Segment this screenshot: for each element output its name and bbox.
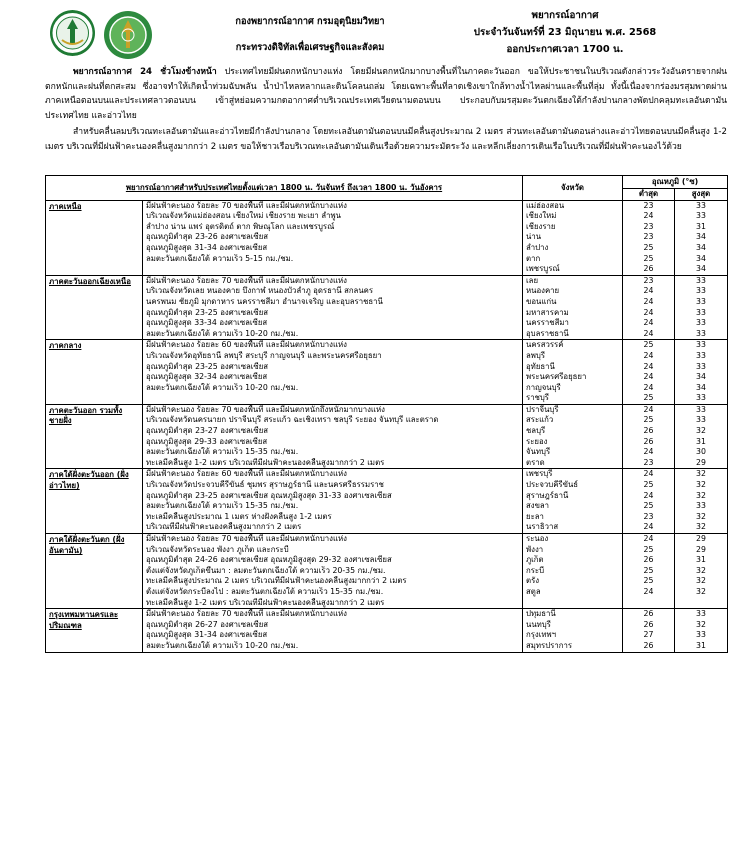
min-temp: 27	[643, 630, 654, 640]
forecast-line: บริเวณจังหวัดอุทัยธานี ลพบุรี สระบุรี กาญจนบุรี และพระนครศรีอยุธยา	[146, 350, 382, 360]
province-column-header: จังหวัด	[523, 176, 623, 201]
max-temp: 34	[696, 242, 706, 252]
min-temp-column	[623, 469, 675, 534]
min-temp: 26	[643, 264, 654, 274]
province-name: ปทุมธานี	[526, 609, 556, 619]
min-temp: 24	[643, 211, 654, 221]
min-temp: 25	[643, 565, 654, 575]
forecast-line: บริเวณจังหวัดเลย หนองคาย บึงกาฬ หนองบัวลำภู อุดรธานี สกลนคร	[146, 286, 374, 296]
max-temp-column	[675, 275, 728, 340]
summary-paragraph-1	[45, 65, 727, 123]
min-temp: 25	[643, 480, 654, 490]
issue-time: ออกประกาศเวลา 1700 น.	[506, 44, 624, 55]
province-name: ภูเก็ต	[526, 555, 544, 565]
region-row	[46, 200, 728, 275]
region-forecast	[143, 534, 523, 609]
province-name-column	[523, 609, 623, 652]
max-temp: 34	[696, 232, 706, 242]
min-temp: 23	[643, 232, 654, 242]
max-temp: 32	[696, 576, 706, 586]
forecast-line: บริเวณจังหวัดระนอง พังงา ภูเก็ต และกระบี่	[146, 544, 289, 554]
max-temp: 29	[696, 457, 706, 467]
province-name: ชลบุรี	[526, 426, 546, 436]
region-forecast	[143, 275, 523, 340]
province-name: น่าน	[526, 232, 542, 242]
max-temp-column	[675, 404, 728, 469]
min-temp: 24	[643, 318, 654, 328]
min-temp: 23	[643, 221, 654, 231]
province-name: ยะลา	[526, 511, 544, 521]
max-temp: 33	[696, 501, 706, 511]
forecast-line: มีฝนฟ้าคะนอง ร้อยละ 70 ของพื้นที่ และมีฝนตกหนักถึงหนักมากบางแห่ง	[146, 404, 385, 414]
min-temp: 24	[643, 490, 654, 500]
max-temp-column	[675, 469, 728, 534]
min-temp: 25	[643, 415, 654, 425]
province-name: ประจวบคีรีขันธ์	[526, 480, 579, 490]
forecast-line: มีฝนฟ้าคะนอง ร้อยละ 70 ของพื้นที่ และมีฝนตกหนักบางแห่ง	[146, 609, 347, 619]
max-temp: 32	[696, 490, 706, 500]
min-temp: 26	[643, 426, 654, 436]
region-name: กรุงเทพมหานครและปริมณฑล	[46, 609, 143, 652]
min-temp-header: ต่ำสุด	[623, 189, 675, 201]
region-row	[46, 404, 728, 469]
max-temp: 33	[696, 200, 706, 210]
province-name: สมุทรปราการ	[526, 640, 573, 650]
forecast-line: บริเวณจังหวัดนครนายก ปราจีนบุรี สระแก้ว ฉะเชิงเทรา ชลบุรี ระยอง จันทบุรี และตราด	[146, 415, 439, 425]
province-name: สตูล	[526, 586, 541, 596]
province-name: แม่ฮ่องสอน	[526, 200, 565, 210]
forecast-line: อุณหภูมิสูงสุด 32-34 องศาเซลเซียส	[146, 372, 268, 382]
province-name: ลพบุรี	[526, 350, 546, 360]
province-name: พระนครศรีอยุธยา	[526, 372, 587, 382]
province-name: กาญจนบุรี	[526, 382, 561, 392]
min-temp: 23	[643, 511, 654, 521]
max-temp-column	[675, 534, 728, 609]
max-temp: 31	[696, 436, 706, 446]
region-name: ภาคตะวันออก รวมทั้งชายฝั่ง	[46, 404, 143, 469]
forecast-column-header: พยากรณ์อากาศสำหรับประเทศไทยตั้งแต่เวลา 1800 น. วันจันทร์ ถึงเวลา 1800 น. วันอังคาร	[46, 176, 523, 201]
province-name: เลย	[526, 275, 539, 285]
forecast-line: บริเวณจังหวัดแม่ฮ่องสอน เชียงใหม่ เชียงราย พะเยา ลำพูน	[146, 211, 341, 221]
max-temp: 34	[696, 264, 706, 274]
max-temp-header: สูงสุด	[675, 189, 728, 201]
forecast-line: ลำปาง น่าน แพร่ อุตรดิตถ์ ตาก พิษณุโลก และเพชรบูรณ์	[146, 221, 335, 231]
forecast-line: มีฝนฟ้าคะนอง ร้อยละ 60 ของพื้นที่ และมีฝนตกหนักบางแห่ง	[146, 469, 347, 479]
max-temp: 33	[696, 404, 706, 414]
min-temp: 24	[643, 447, 654, 457]
summary-paragraph-2: สำหรับคลื่นลมบริเวณทะเลอันดามันและอ่าวไทยมีกำลังปานกลาง โดยทะเลอันดามันตอนบนมีคลื่นสูงประมาณ 2 เมตร ส่วนทะเลอันดามันตอนล่างและอ่าวไทยตอนบนมีคลื่นสูง 1-2 เมตร บริเวณที่มีฝนฟ้าคะนองคลื่นสูงมากกว่า 2 เมตร ขอให้ชาวเรือบริเวณทะเลอันดามันเดินเรือด้วยความระมัดระวัง และหลีกเลี่ยงการเดินเรือในบริเวณที่มีฝนฟ้าคะนองไว้ด้วย	[45, 127, 727, 152]
min-temp: 24	[643, 296, 654, 306]
forecast-line: มีฝนฟ้าคะนอง ร้อยละ 70 ของพื้นที่ และมีฝนตกหนักบางแห่ง	[146, 534, 347, 543]
province-name-column	[523, 340, 623, 405]
province-name-column	[523, 275, 623, 340]
forecast-line: อุณหภูมิต่ำสุด 23-27 องศาเซลเซียส	[146, 426, 269, 436]
forecast-line: อุณหภูมิต่ำสุด 23-25 องศาเซลเซียส	[146, 307, 269, 317]
region-forecast	[143, 469, 523, 534]
max-temp-column	[675, 340, 728, 405]
forecast-line: อุณหภูมิสูงสุด 33-34 องศาเซลเซียส	[146, 318, 268, 328]
forecast-line: มีฝนฟ้าคะนอง ร้อยละ 70 ของพื้นที่ และมีฝนตกหนักบางแห่ง	[146, 200, 347, 210]
province-name: ตรัง	[526, 576, 540, 586]
forecast-line	[146, 264, 519, 275]
province-name: เพชรบุรี	[526, 469, 553, 479]
min-temp: 24	[643, 522, 654, 532]
forecast-line: ทะเลมีคลื่นสูง 1-2 เมตร บริเวณที่มีฝนฟ้าคะนองคลื่นสูงมากกว่า 2 เมตร	[146, 597, 385, 607]
province-name: อุทัยธานี	[526, 361, 555, 371]
max-temp-column	[675, 200, 728, 275]
min-temp: 25	[643, 501, 654, 511]
forecast-line	[146, 393, 519, 404]
forecast-line: อุณหภูมิสูงสุด 31-34 องศาเซลเซียส	[146, 630, 268, 640]
document-title: พยากรณ์อากาศ	[531, 10, 599, 21]
max-temp: 32	[696, 565, 706, 575]
max-temp: 30	[696, 447, 706, 457]
max-temp: 33	[696, 340, 706, 350]
min-temp-column	[623, 340, 675, 405]
forecast-line: อุณหภูมิต่ำสุด 23-25 องศาเซลเซียส อุณหภูมิสูงสุด 31-33 องศาเซลเซียส	[146, 490, 392, 500]
forecast-line: อุณหภูมิต่ำสุด 24-26 องศาเซลเซียส อุณหภูมิสูงสุด 29-32 องศาเซลเซียส	[146, 555, 392, 565]
max-temp: 32	[696, 426, 706, 436]
min-temp	[623, 598, 674, 609]
max-temp	[675, 598, 727, 609]
forecast-line: ลมตะวันตกเฉียงใต้ ความเร็ว 5-15 กม./ชม.	[146, 253, 294, 263]
forecast-line: มีฝนฟ้าคะนอง ร้อยละ 60 ของพื้นที่ และมีฝนตกหนักบางแห่ง	[146, 340, 347, 350]
max-temp: 32	[696, 586, 706, 596]
min-temp: 24	[643, 534, 654, 543]
region-forecast	[143, 404, 523, 469]
province-name: เพชรบูรณ์	[526, 264, 560, 274]
max-temp: 29	[696, 544, 706, 554]
min-temp: 23	[643, 275, 654, 285]
province-name: สงขลา	[526, 501, 550, 511]
min-temp: 26	[643, 609, 654, 619]
forecast-line: ลมตะวันตกเฉียงใต้ ความเร็ว 10-20 กม./ชม.	[146, 640, 299, 650]
min-temp: 25	[643, 544, 654, 554]
mdes-logo	[103, 10, 153, 60]
province-name: ลำปาง	[526, 242, 549, 252]
max-temp: 33	[696, 296, 706, 306]
min-temp: 24	[643, 350, 654, 360]
forecast-line: บริเวณที่มีฝนฟ้าคะนองคลื่นสูงมากกว่า 2 เมตร	[146, 522, 302, 532]
forecast-table	[45, 175, 727, 653]
province-name: ตาก	[526, 253, 541, 263]
province-name: ตราด	[526, 457, 545, 467]
max-temp-column	[675, 609, 728, 652]
max-temp: 33	[696, 415, 706, 425]
province-name: เชียงใหม่	[526, 211, 557, 221]
region-name: ภาคตะวันออกเฉียงเหนือ	[46, 275, 143, 340]
province-name: จันทบุรี	[526, 447, 551, 457]
province-name-column	[523, 404, 623, 469]
province-name: มหาสารคาม	[526, 307, 569, 317]
max-temp: 33	[696, 393, 706, 403]
min-temp: 23	[643, 457, 654, 467]
forecast-line: นครพนม ชัยภูมิ มุกดาหาร นครราชสีมา อำนาจเจริญ และอุบลราชธานี	[146, 296, 383, 306]
province-name-column	[523, 469, 623, 534]
forecast-line: ตั้งแต่จังหวัดกระบี่ลงไป : ลมตะวันตกเฉียงใต้ ความเร็ว 15-35 กม./ชม.	[146, 586, 384, 596]
max-temp: 32	[696, 511, 706, 521]
forecast-line: ลมตะวันตกเฉียงใต้ ความเร็ว 15-35 กม./ชม.	[146, 501, 299, 511]
max-temp: 31	[696, 555, 706, 565]
min-temp: 24	[643, 469, 654, 479]
province-name: ระนอง	[526, 534, 549, 543]
min-temp-column	[623, 200, 675, 275]
min-temp: 24	[643, 372, 654, 382]
min-temp: 26	[643, 619, 654, 629]
min-temp-column	[623, 275, 675, 340]
max-temp: 33	[696, 275, 706, 285]
province-name: เชียงราย	[526, 221, 556, 231]
min-temp: 25	[643, 340, 654, 350]
summary-text-1: ประเทศไทยมีฝนตกหนักบางแห่ง โดยมีฝนตกหนักมากบางพื้นที่ในภาคตะวันออก ขอให้ประชาชนในบริเวณดังกล่าวระวังอันตรายจากฝนตกหนักและฝนที่ตกสะสม ซึ่งอาจทำให้เกิดน้ำท่วมฉับพลัน น้ำป่าไหลหลากและดินโคลนถล่ม โดยเฉพาะพื้นที่ลาดเชิงเขาใกล้ทางน้ำไหลผ่านและพื้นที่ลุ่ม ทั้งนี้เนื่องจากร่องมรสุมพาดผ่านภาคเหนือตอนบนและประเทศลาวตอนบน เข้าสู่หย่อมความกดอากาศต่ำบริเวณประเทศเวียดนามตอนบน ประกอบกับมรสุมตะวันตกเฉียงใต้กำลังปานกลางพัดปกคลุมทะเลอันดามัน ประเทศไทย และอ่าวไทย	[45, 67, 727, 121]
province-name: พังงา	[526, 544, 544, 554]
forecast-line: ตั้งแต่จังหวัดภูเก็ตขึ้นมา : ลมตะวันตกเฉียงใต้ ความเร็ว 20-35 กม./ชม.	[146, 565, 386, 575]
min-temp: 25	[643, 242, 654, 252]
min-temp: 23	[643, 200, 654, 210]
max-temp: 34	[696, 253, 706, 263]
ministry-name: กระทรวงดิจิทัลเพื่อเศรษฐกิจและสังคม	[235, 42, 385, 53]
region-row	[46, 534, 728, 609]
province-name-column	[523, 534, 623, 609]
temperature-column-header: อุณหภูมิ (°ซ)	[623, 176, 728, 189]
province-name: นราธิวาส	[526, 522, 559, 532]
max-temp: 32	[696, 469, 706, 479]
max-temp: 29	[696, 534, 706, 543]
forecast-line: มีฝนฟ้าคะนอง ร้อยละ 70 ของพื้นที่ และมีฝนตกหนักบางแห่ง	[146, 275, 347, 285]
min-temp: 24	[643, 286, 654, 296]
min-temp: 24	[643, 586, 654, 596]
province-name: ระยอง	[526, 436, 548, 446]
forecast-line: ลมตะวันตกเฉียงใต้ ความเร็ว 10-20 กม./ชม.	[146, 382, 299, 392]
province-name: นนทบุรี	[526, 619, 551, 629]
region-row	[46, 609, 728, 652]
max-temp: 32	[696, 522, 706, 532]
min-temp: 25	[643, 576, 654, 586]
max-temp: 33	[696, 350, 706, 360]
summary-lead: พยากรณ์อากาศ 24 ชั่วโมงข้างหน้า	[73, 67, 217, 77]
issue-date: ประจำวันจันทร์ที่ 23 มิถุนายน พ.ศ. 2568	[473, 27, 657, 38]
max-temp: 32	[696, 619, 706, 629]
region-row	[46, 469, 728, 534]
province-name: กรุงเทพฯ	[526, 630, 557, 640]
max-temp: 33	[696, 286, 706, 296]
region-row	[46, 275, 728, 340]
forecast-line: บริเวณจังหวัดประจวบคีรีขันธ์ ชุมพร สุราษฎร์ธานี และนครศรีธรรมราช	[146, 480, 384, 490]
max-temp: 32	[696, 480, 706, 490]
min-temp: 26	[643, 640, 654, 650]
max-temp: 33	[696, 630, 706, 640]
forecast-line: อุณหภูมิต่ำสุด 26-27 องศาเซลเซียส	[146, 619, 269, 629]
region-name: ภาคเหนือ	[46, 200, 143, 275]
forecast-line: ลมตะวันตกเฉียงใต้ ความเร็ว 10-20 กม./ชม.	[146, 328, 299, 338]
max-temp: 31	[696, 221, 706, 231]
forecast-line: อุณหภูมิต่ำสุด 23-26 องศาเซลเซียส	[146, 232, 269, 242]
region-forecast	[143, 340, 523, 405]
max-temp: 33	[696, 609, 706, 619]
region-name: ภาคใต้ฝั่งตะวันตก (ฝั่งอันดามัน)	[46, 534, 143, 609]
min-temp-column	[623, 404, 675, 469]
forecast-line: ทะเลมีคลื่นสูงประมาณ 2 เมตร บริเวณที่มีฝนฟ้าคะนองคลื่นสูงมากกว่า 2 เมตร	[146, 576, 407, 586]
region-name: ภาคกลาง	[46, 340, 143, 405]
province-name: หนองคาย	[526, 286, 560, 296]
max-temp: 33	[696, 318, 706, 328]
province-name: นครราชสีมา	[526, 318, 569, 328]
province-name: อุบลราชธานี	[526, 328, 569, 338]
forecast-line: ทะเลมีคลื่นสูงประมาณ 1 เมตร ห่างฝั่งคลื่นสูง 1-2 เมตร	[146, 511, 332, 521]
max-temp: 34	[696, 372, 706, 382]
province-name-column	[523, 200, 623, 275]
min-temp: 25	[643, 253, 654, 263]
province-name: ขอนแก่น	[526, 296, 557, 306]
province-name	[526, 598, 619, 609]
forecast-line: ทะเลมีคลื่นสูง 1-2 เมตร บริเวณที่มีฝนฟ้าคะนองคลื่นสูงมากกว่า 2 เมตร	[146, 457, 385, 467]
tmd-logo	[50, 10, 95, 56]
region-row	[46, 340, 728, 405]
region-forecast	[143, 200, 523, 275]
max-temp: 31	[696, 640, 706, 650]
min-temp: 24	[643, 404, 654, 414]
min-temp: 24	[643, 361, 654, 371]
province-name: กระบี่	[526, 565, 545, 575]
max-temp: 33	[696, 307, 706, 317]
forecast-line: อุณหภูมิสูงสุด 29-33 องศาเซลเซียส	[146, 436, 268, 446]
province-name: ปราจีนบุรี	[526, 404, 559, 414]
forecast-line: ลมตะวันตกเฉียงใต้ ความเร็ว 15-35 กม./ชม.	[146, 447, 299, 457]
max-temp: 34	[696, 382, 706, 392]
region-name: ภาคใต้ฝั่งตะวันออก (ฝั่งอ่าวไทย)	[46, 469, 143, 534]
province-name: นครสวรรค์	[526, 340, 564, 350]
province-name: สระแก้ว	[526, 415, 554, 425]
min-temp: 24	[643, 307, 654, 317]
min-temp: 25	[643, 393, 654, 403]
min-temp: 24	[643, 382, 654, 392]
min-temp-column	[623, 609, 675, 652]
min-temp: 26	[643, 436, 654, 446]
min-temp: 26	[643, 555, 654, 565]
region-forecast	[143, 609, 523, 652]
org-name: กองพยากรณ์อากาศ กรมอุตุนิยมวิทยา	[235, 16, 385, 27]
max-temp: 33	[696, 211, 706, 221]
max-temp: 33	[696, 361, 706, 371]
forecast-summary	[45, 65, 727, 155]
forecast-line: อุณหภูมิสูงสุด 31-34 องศาเซลเซียส	[146, 242, 268, 252]
province-name: สุราษฎร์ธานี	[526, 490, 569, 500]
max-temp: 33	[696, 328, 706, 338]
min-temp-column	[623, 534, 675, 609]
forecast-line: อุณหภูมิต่ำสุด 23-25 องศาเซลเซียส	[146, 361, 269, 371]
min-temp: 24	[643, 328, 654, 338]
province-name: ราชบุรี	[526, 393, 549, 403]
